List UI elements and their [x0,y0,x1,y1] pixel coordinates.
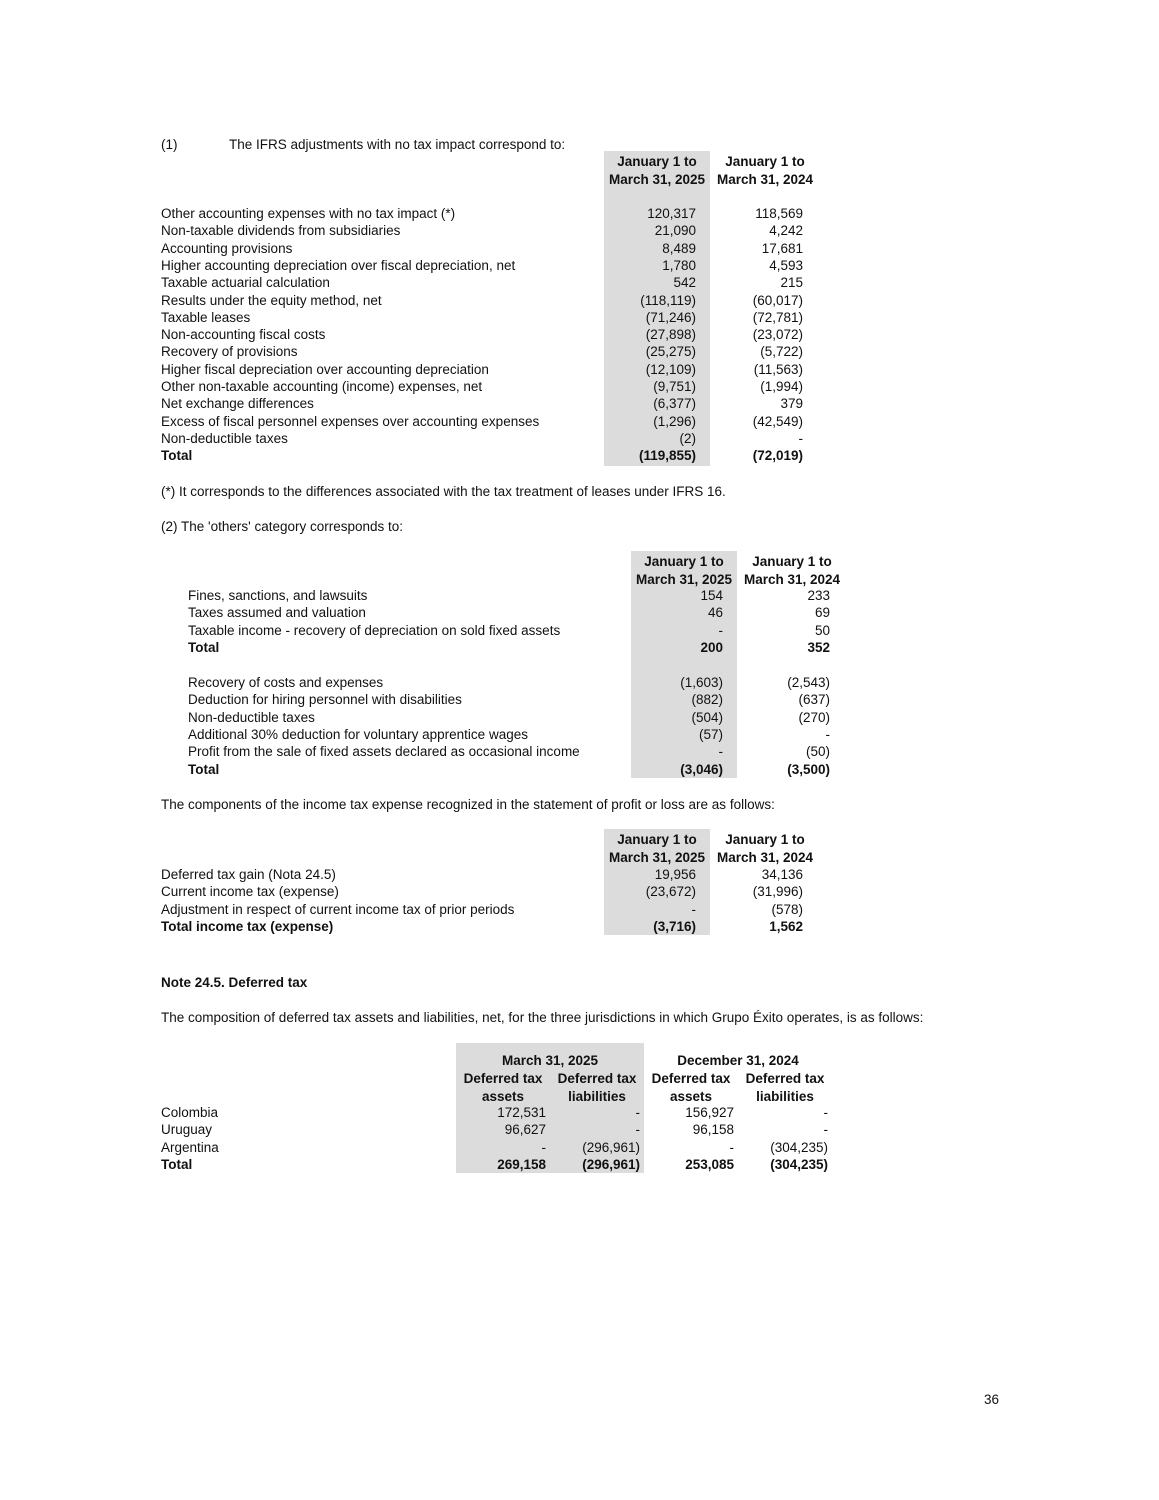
row-label: Recovery of costs and expenses [188,675,384,690]
header-line: March 31, 2025 [608,171,706,187]
assets-2024: 253,085 [685,1156,734,1172]
table-row [0,1104,1159,1121]
row-label: Non-accounting fiscal costs [161,327,326,343]
value-2024: (11,563) [753,361,803,377]
row-label: Fines, sanctions, and lawsuits [188,588,368,603]
assets-2024: - [729,1139,734,1155]
value-2025: (882) [691,692,723,708]
assets-2025: - [541,1139,546,1155]
value-2025: 19,956 [654,867,696,882]
row-label: Non-deductible taxes [188,709,315,725]
row-label: Recovery of provisions [161,344,298,360]
total-label: Total [188,761,220,777]
row-label: Profit from the sale of fixed assets declared as occasional income [188,744,580,760]
row-label: Non-deductible taxes [161,430,288,446]
table-row [0,1121,1159,1138]
table-row [0,883,1159,900]
value-2024: 215 [780,275,803,291]
table-row [0,743,1159,760]
value-2024: (23,072) [752,327,803,343]
value-2025: (71,246) [645,309,696,325]
value-2025: 21,090 [654,223,696,239]
liabilities-2025: - [635,1122,640,1138]
note2-col2-header [739,553,845,588]
value-2025: 8,489 [662,240,696,256]
value-2025: 542 [673,275,696,291]
table-row [0,866,1159,883]
value-2024: 379 [780,396,803,412]
value-2025: 46 [707,605,723,621]
assets-2025: 96,627 [504,1122,546,1138]
value-2025: (9,751) [653,379,696,394]
value-2025: - [718,622,723,638]
header-line: assets [481,1088,525,1104]
table-row [0,395,1159,412]
value-2025: (119,855) [638,448,696,464]
table-row [0,709,1159,726]
row-label: Results under the equity method, net [161,292,382,308]
liabilities-2024: (304,235) [770,1156,828,1172]
row-label: Other accounting expenses with no tax impact (*) [161,206,456,221]
value-2024: (578) [771,901,803,917]
header-line: March 31, 2024 [716,171,814,187]
value-2024: (1,994) [760,379,803,394]
value-2024: (50) [805,744,830,760]
table-row [0,343,1159,360]
value-2024: 4,242 [769,223,803,239]
total-row [0,639,1159,656]
table-row [0,205,1159,222]
row-label: Argentina [161,1139,219,1155]
table-row [0,413,1159,430]
deferred-intro: The composition of deferred tax assets and liabilities, net, for the three jurisdictions in which Grupo Éxito operates, is as follows: [161,1010,924,1025]
header-line: March 31, 2024 [716,849,814,865]
assets-2025: 172,531 [497,1105,546,1120]
value-2024: (637) [798,692,830,708]
value-2025: (25,275) [645,344,696,360]
row-label: Taxable income - recovery of depreciation on sold fixed assets [188,622,561,638]
value-2024: (270) [798,709,830,725]
table-row [0,622,1159,639]
deferred-period1-header: March 31, 2025 [501,1053,599,1068]
liabilities-2024: - [823,1105,828,1120]
table-row [0,674,1159,691]
header-line: January 1 to [644,554,724,569]
value-2024: 69 [814,605,830,621]
total-label: Total [188,639,220,655]
value-2025: (3,716) [653,918,696,934]
header-line: January 1 to [617,154,697,169]
value-2024: 4,593 [769,257,803,273]
value-2024: (2,543) [787,675,830,690]
row-label: Accounting provisions [161,240,293,256]
table-row [0,726,1159,743]
value-2024: (3,500) [787,761,830,777]
value-2024: - [825,726,830,742]
value-2024: (72,019) [752,448,803,464]
total-row [0,761,1159,778]
header-line: Deferred tax [463,1071,543,1086]
row-label: Additional 30% deduction for voluntary apprentice wages [188,726,528,742]
table-row [0,240,1159,257]
value-2024: (72,781) [752,309,803,325]
assets-2024: 156,927 [685,1105,734,1120]
value-2025: (23,672) [645,884,696,900]
assets-2024: 96,158 [692,1122,734,1138]
header-line: Deferred tax [557,1071,637,1086]
row-label: Taxable leases [161,309,251,325]
value-2025: 154 [700,588,723,603]
header-line: assets [669,1088,713,1104]
note1-col2-header [712,153,818,188]
deferred-heading: Note 24.5. Deferred tax [161,975,308,990]
deferred-sub-liabilities-2025 [550,1070,644,1105]
value-2024: 118,569 [755,206,803,221]
table-row [0,274,1159,291]
table-row [0,326,1159,343]
value-2024: 50 [814,622,830,638]
note2-intro: (2) The 'others' category corresponds to: [161,519,404,534]
value-2025: (1,296) [653,413,696,429]
value-2024: 352 [807,639,830,655]
value-2025: (6,377) [653,396,696,412]
table-row [0,309,1159,326]
value-2024: (42,549) [752,413,803,429]
header-line: January 1 to [617,832,697,847]
value-2024: (31,996) [752,884,803,900]
row-label: Uruguay [161,1122,213,1138]
value-2025: - [718,744,723,760]
value-2025: (3,046) [680,761,723,777]
components-col2-header [712,831,818,866]
value-2025: (2) [679,430,696,446]
row-label: Higher fiscal depreciation over accounting depreciation [161,361,489,377]
liabilities-2025: (296,961) [582,1156,640,1172]
total-label: Total [161,1156,193,1172]
deferred-sub-liabilities-2024 [738,1070,832,1105]
value-2025: (57) [698,726,723,742]
liabilities-2025: - [635,1105,640,1120]
total-row [0,1156,1159,1173]
header-line: Deferred tax [745,1071,825,1086]
value-2024: 233 [807,588,830,603]
value-2024: 1,562 [769,918,803,934]
value-2024: 17,681 [761,240,803,256]
row-label: Higher accounting depreciation over fiscal depreciation, net [161,257,516,273]
row-label: Colombia [161,1105,219,1120]
header-line: liabilities [568,1088,626,1104]
components-intro: The components of the income tax expense recognized in the statement of profit or loss are as follows: [161,797,775,812]
liabilities-2024: (304,235) [770,1139,828,1155]
liabilities-2024: - [823,1122,828,1138]
table-row [0,361,1159,378]
total-label: Total income tax (expense) [161,918,334,934]
table-row [0,691,1159,708]
table-row [0,378,1159,395]
row-label: Adjustment in respect of current income tax of prior periods [161,901,515,917]
value-2025: (504) [691,709,723,725]
header-line: January 1 to [725,832,805,847]
row-label: Taxes assumed and valuation [188,605,366,621]
value-2024: (60,017) [752,292,803,308]
deferred-sub-assets-2024 [644,1070,738,1105]
value-2025: (12,109) [645,361,696,377]
note1-col1-header [604,153,710,188]
row-label: Current income tax (expense) [161,884,339,900]
deferred-sub-assets-2025 [456,1070,550,1105]
table-row [0,604,1159,621]
row-label: Other non-taxable accounting (income) expenses, net [161,379,483,394]
note2-col1-header [631,553,737,588]
deferred-period2-header: December 31, 2024 [677,1053,799,1068]
total-row [0,447,1159,464]
value-2025: 200 [700,639,723,655]
table-row [0,222,1159,239]
value-2025: 1,780 [662,257,696,273]
header-line: Deferred tax [651,1071,731,1086]
note1-marker: (1) [161,137,178,152]
table-row [0,430,1159,447]
header-line: January 1 to [725,154,805,169]
value-2024: - [798,430,803,446]
header-line: liabilities [756,1088,814,1104]
table-row [0,292,1159,309]
header-line: March 31, 2024 [743,571,841,587]
table-row [0,257,1159,274]
value-2024: 34,136 [761,867,803,882]
value-2025: 120,317 [647,206,696,221]
row-label: Taxable actuarial calculation [161,275,330,291]
row-label: Non-taxable dividends from subsidiaries [161,223,401,239]
page-number: 36 [984,1392,1000,1407]
table-row [0,587,1159,604]
header-line: January 1 to [752,554,832,569]
row-label: Deduction for hiring personnel with disabilities [188,692,462,708]
row-label: Excess of fiscal personnel expenses over accounting expenses [161,413,540,429]
assets-2025: 269,158 [497,1156,546,1172]
value-2024: (5,722) [760,344,803,360]
value-2025: (1,603) [680,675,723,690]
row-label: Net exchange differences [161,396,314,412]
total-row [0,918,1159,935]
value-2025: - [691,901,696,917]
value-2025: (118,119) [640,292,696,308]
components-col1-header [604,831,710,866]
header-line: March 31, 2025 [608,849,706,865]
total-label: Total [161,448,193,464]
liabilities-2025: (296,961) [582,1139,640,1155]
header-line: March 31, 2025 [635,571,733,587]
table-row [0,901,1159,918]
note1-intro: The IFRS adjustments with no tax impact correspond to: [229,137,566,152]
note1-footnote: (*) It corresponds to the differences associated with the tax treatment of leases under IFRS 16. [161,484,726,499]
row-label: Deferred tax gain (Nota 24.5) [161,867,336,882]
value-2025: (27,898) [645,327,696,343]
table-row [0,1139,1159,1156]
